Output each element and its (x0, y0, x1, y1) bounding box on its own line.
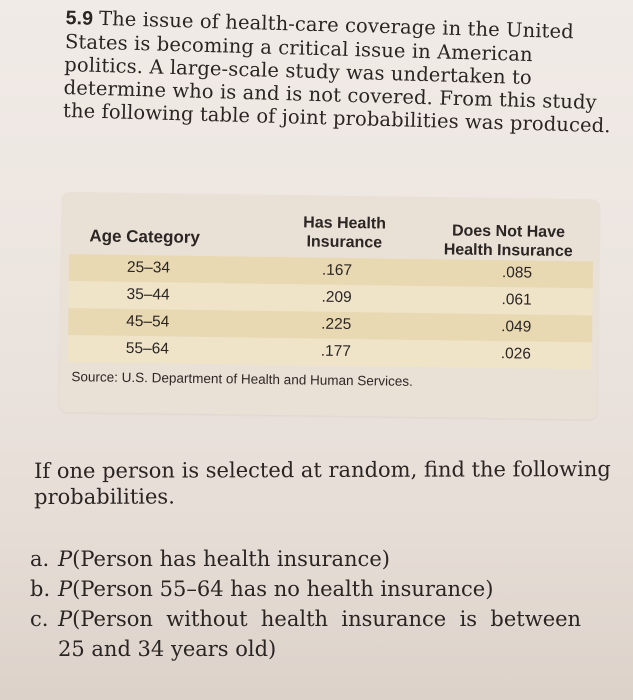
has-insurance-cell: .209 (321, 288, 352, 307)
table-body (68, 254, 593, 369)
question-item-b (30, 574, 630, 604)
probability-symbol: P (58, 577, 73, 601)
no-insurance-cell: .049 (501, 318, 532, 336)
age-cell: 55–64 (125, 339, 170, 358)
has-insurance-cell: .167 (321, 261, 353, 280)
header-not-line1: Does Not Have (451, 222, 566, 242)
probability-symbol: P (58, 607, 73, 631)
item-label: b. (30, 577, 51, 601)
problem-text: The issue of health-care coverage in the United States is becoming a critical issue in American politics. A large-scale study was undertaken to determine who is and is not covered. From this study the following table of joint probabilities was produced. (62, 6, 611, 138)
header-not-line2: Health Insurance (443, 241, 573, 261)
header-age-category: Age Category (89, 226, 201, 247)
item-text: (Person has health insurance) (72, 547, 390, 571)
problem-number: 5.9 (65, 6, 94, 30)
question-intro: If one person is selected at random, find the following probabilities. (34, 456, 611, 509)
question-items (30, 544, 630, 664)
age-cell: 45–54 (126, 312, 170, 331)
item-text: (Person 55–64 has no health insurance) (72, 577, 494, 601)
problem-statement (63, 6, 616, 137)
no-insurance-cell: .061 (501, 291, 532, 309)
question-item-a (30, 544, 630, 574)
table-source: Source: U.S. Department of Health and Human Services. (71, 369, 413, 389)
question-item-c-continued: 25 and 34 years old) (58, 637, 277, 661)
question-item-c (30, 604, 630, 634)
no-insurance-cell: .085 (501, 264, 533, 282)
header-no-insurance (433, 221, 584, 261)
age-cell: 35–44 (126, 285, 170, 304)
has-insurance-cell: .225 (321, 315, 352, 334)
joint-probability-table (59, 192, 600, 419)
header-has-line2: Insurance (306, 233, 383, 252)
item-label: c. (30, 607, 49, 631)
age-cell: 25–34 (126, 258, 171, 277)
item-text: (Person without health insurance is between (72, 607, 582, 631)
item-label: a. (30, 547, 50, 571)
has-insurance-cell: .177 (320, 342, 352, 361)
header-has-line1: Has Health (303, 214, 387, 233)
header-has-insurance (289, 213, 400, 253)
probability-symbol: P (58, 547, 73, 571)
no-insurance-cell: .026 (500, 345, 532, 363)
